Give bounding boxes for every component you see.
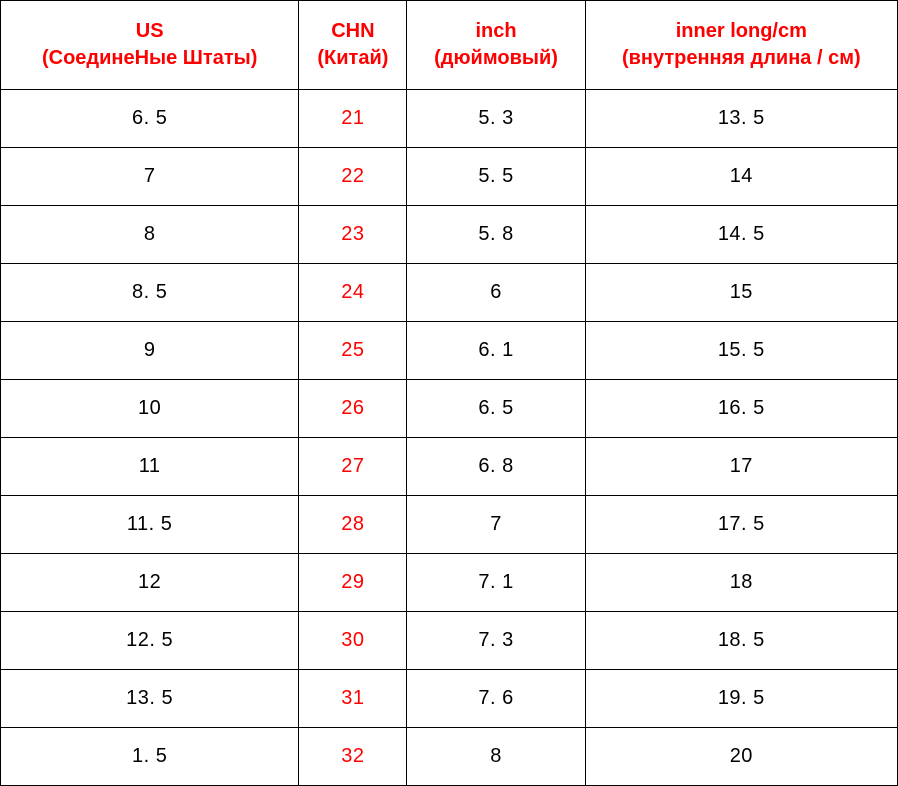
column-header-us [1,1,299,90]
header-row [1,1,898,90]
column-header-inner-long-cm [585,1,897,90]
cell-chn [299,380,407,438]
cell-us [1,380,299,438]
value-us: 8 [143,223,156,245]
cell-cm [585,670,897,728]
cell-inch [407,496,585,554]
value-chn: 27 [341,455,365,477]
cell-us [1,264,299,322]
value-us: 11. 5 [126,513,173,535]
cell-chn [299,670,407,728]
value-inch: 6 [490,281,502,303]
cell-us [1,496,299,554]
value-cm: 15 [729,281,753,303]
cell-inch [407,670,585,728]
cell-cm [585,148,897,206]
cell-inch [407,554,585,612]
value-chn: 25 [341,339,365,361]
value-inch: 8 [490,745,502,767]
column-header-cm-line2: (внутренняя длина / см) [621,47,861,69]
value-cm: 17. 5 [717,513,765,535]
cell-chn [299,148,407,206]
value-chn: 21 [341,107,365,129]
cell-cm [585,612,897,670]
value-chn: 31 [341,687,365,709]
value-inch: 7. 3 [478,629,514,651]
value-chn: 28 [341,513,365,535]
cell-us [1,322,299,380]
cell-us [1,612,299,670]
value-cm: 14 [729,165,753,187]
column-header-us-line1: US [135,20,164,42]
cell-chn [299,496,407,554]
value-inch: 6. 1 [478,339,514,361]
cell-inch [407,728,585,786]
cell-inch [407,148,585,206]
cell-inch [407,438,585,496]
cell-cm [585,438,897,496]
table-row [1,438,898,496]
cell-chn [299,728,407,786]
cell-cm [585,322,897,380]
cell-us [1,670,299,728]
column-header-cm-line1: inner long/cm [675,20,807,42]
value-chn: 23 [341,223,365,245]
value-us: 1. 5 [131,745,168,767]
value-inch: 7. 1 [478,571,514,593]
cell-cm [585,206,897,264]
table-row [1,264,898,322]
table-row [1,670,898,728]
cell-chn [299,90,407,148]
value-inch: 7. 6 [478,687,514,709]
value-us: 12 [138,571,162,593]
cell-us [1,148,299,206]
table-row [1,612,898,670]
value-us: 8. 5 [131,281,168,303]
value-chn: 22 [341,165,365,187]
cell-cm [585,90,897,148]
table-row [1,322,898,380]
value-inch: 5. 5 [478,165,514,187]
value-cm: 18 [729,571,753,593]
value-cm: 17 [729,455,753,477]
cell-chn [299,612,407,670]
cell-inch [407,322,585,380]
table-row [1,728,898,786]
value-cm: 20 [729,745,753,767]
cell-cm [585,264,897,322]
table-row [1,90,898,148]
column-header-chn-line1: CHN [331,20,375,42]
cell-us [1,206,299,264]
cell-chn [299,206,407,264]
column-header-chn-line2: (Китай) [317,47,389,69]
cell-us [1,728,299,786]
column-header-inch-line1: inch [475,20,517,42]
cell-inch [407,612,585,670]
value-us: 13. 5 [126,687,174,709]
cell-cm [585,496,897,554]
table-row [1,206,898,264]
value-chn: 30 [341,629,365,651]
value-cm: 15. 5 [717,339,765,361]
table-row [1,554,898,612]
column-header-inch-line2: (дюймовый) [434,47,558,69]
value-inch: 6. 8 [478,455,514,477]
value-cm: 19. 5 [717,687,765,709]
value-us: 7 [143,165,156,187]
value-chn: 32 [341,745,365,767]
table-row [1,380,898,438]
value-inch: 5. 3 [478,107,514,129]
column-header-us-line2: (СоединеНые Штаты) [41,47,258,69]
cell-cm [585,728,897,786]
value-us: 6. 5 [131,107,168,129]
table-row [1,148,898,206]
value-chn: 26 [341,397,365,419]
cell-us [1,554,299,612]
value-inch: 5. 8 [478,223,514,245]
cell-inch [407,380,585,438]
value-us: 10 [138,397,162,419]
cell-inch [407,264,585,322]
cell-inch [407,206,585,264]
column-header-chn [299,1,407,90]
value-us: 9 [143,339,156,361]
cell-us [1,438,299,496]
table-body [1,90,898,786]
value-cm: 14. 5 [717,223,765,245]
cell-chn [299,322,407,380]
value-chn: 29 [341,571,365,593]
value-cm: 18. 5 [717,629,765,651]
cell-chn [299,438,407,496]
value-inch: 6. 5 [478,397,514,419]
cell-chn [299,554,407,612]
cell-cm [585,380,897,438]
cell-inch [407,90,585,148]
cell-us [1,90,299,148]
value-cm: 13. 5 [717,107,765,129]
value-us: 12. 5 [126,629,174,651]
value-cm: 16. 5 [717,397,765,419]
value-us: 11 [138,455,161,477]
table-header [1,1,898,90]
cell-cm [585,554,897,612]
value-inch: 7 [490,513,502,535]
table-row [1,496,898,554]
cell-chn [299,264,407,322]
value-chn: 24 [341,281,365,303]
column-header-inch [407,1,585,90]
